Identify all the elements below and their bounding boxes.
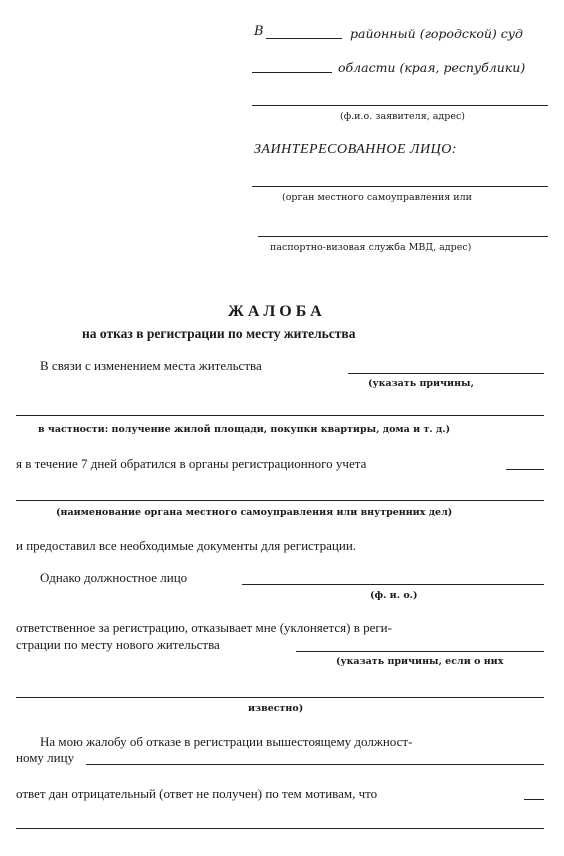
interested-party-field-2[interactable] [258,236,548,237]
p5-line-2: страции по месту нового жительства [16,637,220,652]
region-field[interactable] [252,72,332,73]
refusal-reasons-field-2[interactable] [16,697,544,698]
p7-text: ответ дан отрицательный (ответ не получен) по тем мотивам, что [16,786,378,801]
registration-body-field[interactable] [506,469,544,470]
applicant-caption: (ф.и.о. заявителя, адрес) [340,111,465,122]
p1-caption: (указать причины, [368,378,474,389]
region-suffix: области (края, республики) [338,60,526,75]
p4-text: Однако должностное лицо [40,570,188,585]
document-subtitle: на отказ в регистрации по месту жительства [82,326,356,341]
p2-text: я в течение 7 дней обратился в органы регистрационного учета [16,456,367,471]
official-name-field[interactable] [242,584,544,585]
refusal-reasons-field[interactable] [296,651,544,652]
document-title: ЖАЛОБА [228,303,326,320]
p5-line-1: ответственное за регистрацию, отказывает мне (уклоняется) в реги- [16,620,392,635]
interested-party-field[interactable] [252,186,548,187]
motives-field-2[interactable] [16,828,544,829]
court-suffix: районный (городской) суд [350,26,523,41]
p6-line-1: На мою жалобу об отказе в регистрации вышестоящему должност- [40,734,413,749]
p1-caption-2: в частности: получение жилой площади, покупки квартиры, дома и т. д.) [38,424,451,435]
p2-caption: (наименование органа местного самоуправления или внутренних дел) [56,507,453,518]
interested-party-caption-2: паспортно-визовая служба МВД, адрес) [270,242,472,253]
p5-caption: (указать причины, если о них [336,656,504,667]
reasons-field[interactable] [348,373,544,374]
interested-party-caption-1: (орган местного самоуправления или [282,192,472,203]
court-prefix: В [254,24,264,39]
superior-response-field[interactable] [86,764,544,765]
motives-field[interactable] [524,799,544,800]
p1-text: В связи с изменением места жительства [40,358,262,373]
p5-caption-2: известно) [248,703,304,714]
interested-party-label: ЗАИНТЕРЕСОВАННОЕ ЛИЦО: [254,142,458,157]
applicant-field[interactable] [252,105,548,106]
p3-text: и предоставил все необходимые документы для регистрации. [16,538,357,553]
p6-line-2: ному лицу [16,750,75,765]
court-name-field[interactable] [266,38,342,39]
reasons-field-2[interactable] [16,415,544,416]
registration-body-field-2[interactable] [16,500,544,501]
p4-caption: (ф. и. о.) [370,590,418,601]
